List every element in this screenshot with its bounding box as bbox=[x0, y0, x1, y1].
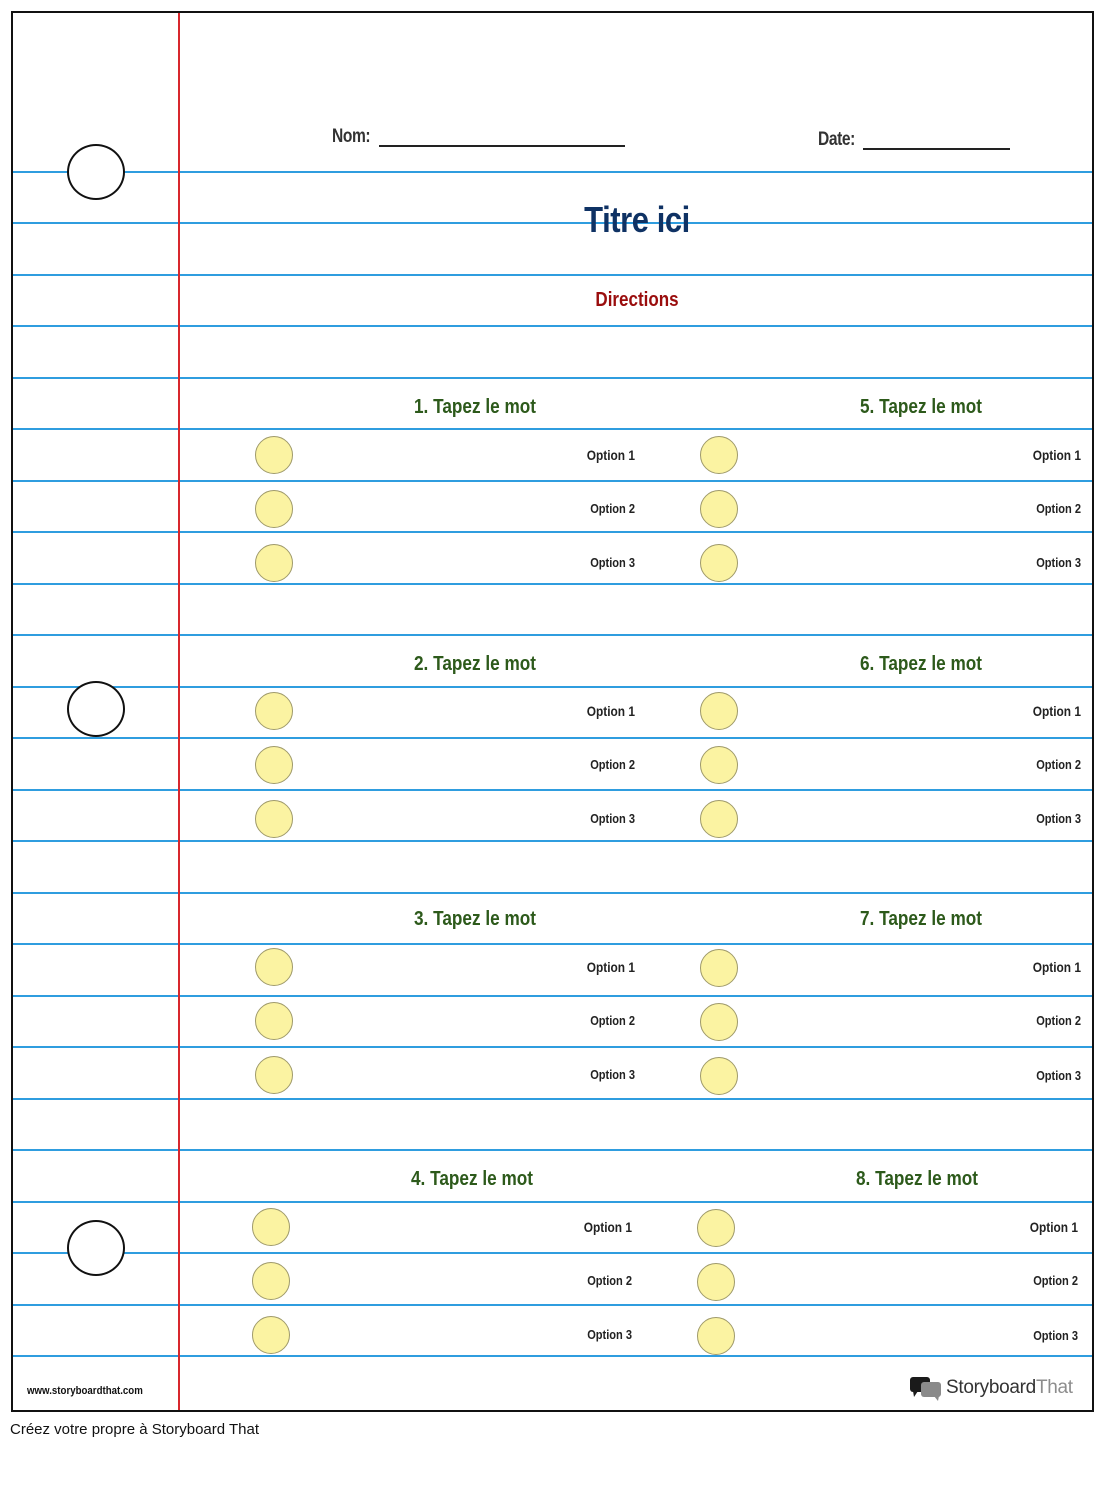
notebook-rule bbox=[13, 1252, 1092, 1254]
notebook-rule bbox=[13, 171, 1092, 173]
notebook-rule bbox=[13, 583, 1092, 585]
notebook-rule bbox=[13, 1149, 1092, 1151]
notebook-rule bbox=[13, 1355, 1092, 1357]
worksheet-page bbox=[11, 11, 1094, 1412]
notebook-rule bbox=[13, 840, 1092, 842]
answer-bubble[interactable] bbox=[700, 800, 738, 838]
option-label: Option 2 bbox=[1036, 1013, 1081, 1028]
answer-bubble[interactable] bbox=[697, 1317, 735, 1355]
answer-bubble[interactable] bbox=[255, 1056, 293, 1094]
option-label: Option 1 bbox=[586, 447, 635, 463]
question-title: 6. Tapez le mot bbox=[859, 653, 983, 675]
notebook-rule bbox=[13, 737, 1092, 739]
notebook-rule bbox=[13, 1201, 1092, 1203]
notebook-rule bbox=[13, 995, 1092, 997]
answer-bubble[interactable] bbox=[255, 692, 293, 730]
notebook-rule bbox=[13, 1098, 1092, 1100]
page-caption: Créez votre propre à Storyboard That bbox=[10, 1421, 260, 1438]
option-label: Option 2 bbox=[590, 501, 635, 516]
question-title: 7. Tapez le mot bbox=[859, 908, 983, 930]
date-field-line[interactable] bbox=[863, 148, 1010, 150]
option-label: Option 3 bbox=[590, 555, 635, 570]
notebook-rule bbox=[13, 274, 1092, 276]
answer-bubble[interactable] bbox=[255, 746, 293, 784]
answer-bubble[interactable] bbox=[700, 1003, 738, 1041]
answer-bubble[interactable] bbox=[700, 1057, 738, 1095]
speech-bubbles-icon bbox=[909, 1375, 943, 1401]
brand-name-part2: That bbox=[1035, 1377, 1073, 1398]
option-label: Option 3 bbox=[590, 1067, 635, 1082]
answer-bubble[interactable] bbox=[255, 490, 293, 528]
brand-logo[interactable] bbox=[909, 1375, 1073, 1401]
option-label: Option 2 bbox=[1033, 1273, 1078, 1288]
question-title: 3. Tapez le mot bbox=[413, 908, 537, 930]
option-label: Option 1 bbox=[586, 703, 635, 719]
date-label: Date: bbox=[818, 129, 855, 150]
brand-name-part1: Storyboard bbox=[946, 1377, 1036, 1398]
option-label: Option 1 bbox=[1032, 447, 1081, 463]
option-label: Option 3 bbox=[1036, 555, 1081, 570]
question-title: 1. Tapez le mot bbox=[413, 396, 537, 418]
option-label: Option 2 bbox=[590, 1013, 635, 1028]
answer-bubble[interactable] bbox=[700, 746, 738, 784]
option-label: Option 2 bbox=[1036, 757, 1081, 772]
option-label: Option 1 bbox=[1032, 703, 1081, 719]
option-label: Option 1 bbox=[586, 959, 635, 975]
option-label: Option 3 bbox=[1036, 811, 1081, 826]
notebook-rule bbox=[13, 634, 1092, 636]
answer-bubble[interactable] bbox=[700, 692, 738, 730]
binder-hole bbox=[67, 681, 125, 737]
option-label: Option 3 bbox=[1036, 1068, 1081, 1083]
answer-bubble[interactable] bbox=[255, 800, 293, 838]
notebook-rule bbox=[13, 1046, 1092, 1048]
notebook-rule bbox=[13, 531, 1092, 533]
option-label: Option 2 bbox=[1036, 501, 1081, 516]
page-title: Titre ici bbox=[584, 199, 690, 240]
answer-bubble[interactable] bbox=[700, 544, 738, 582]
answer-bubble[interactable] bbox=[700, 436, 738, 474]
question-title: 4. Tapez le mot bbox=[410, 1168, 534, 1190]
answer-bubble[interactable] bbox=[252, 1208, 290, 1246]
notebook-rule bbox=[13, 325, 1092, 327]
answer-bubble[interactable] bbox=[255, 436, 293, 474]
answer-bubble[interactable] bbox=[700, 949, 738, 987]
directions-text: Directions bbox=[595, 289, 679, 311]
notebook-rule bbox=[13, 377, 1092, 379]
option-label: Option 1 bbox=[583, 1219, 632, 1235]
notebook-rule bbox=[13, 892, 1092, 894]
name-label: Nom: bbox=[332, 126, 371, 147]
notebook-rule bbox=[13, 480, 1092, 482]
margin-line bbox=[178, 13, 180, 1410]
option-label: Option 3 bbox=[1033, 1328, 1078, 1343]
option-label: Option 1 bbox=[1029, 1219, 1078, 1235]
answer-bubble[interactable] bbox=[255, 1002, 293, 1040]
notebook-rule bbox=[13, 428, 1092, 430]
answer-bubble[interactable] bbox=[255, 948, 293, 986]
binder-hole bbox=[67, 144, 125, 200]
option-label: Option 3 bbox=[587, 1327, 632, 1342]
answer-bubble[interactable] bbox=[252, 1316, 290, 1354]
option-label: Option 2 bbox=[590, 757, 635, 772]
option-label: Option 2 bbox=[587, 1273, 632, 1288]
notebook-rule bbox=[13, 789, 1092, 791]
question-title: 8. Tapez le mot bbox=[855, 1168, 979, 1190]
name-field-line[interactable] bbox=[379, 145, 625, 147]
question-title: 2. Tapez le mot bbox=[413, 653, 537, 675]
question-title: 5. Tapez le mot bbox=[859, 396, 983, 418]
option-label: Option 1 bbox=[1032, 959, 1081, 975]
answer-bubble[interactable] bbox=[697, 1209, 735, 1247]
binder-hole bbox=[67, 1220, 125, 1276]
answer-bubble[interactable] bbox=[700, 490, 738, 528]
answer-bubble[interactable] bbox=[255, 544, 293, 582]
answer-bubble[interactable] bbox=[697, 1263, 735, 1301]
notebook-rule bbox=[13, 1304, 1092, 1306]
site-url[interactable]: www.storyboardthat.com bbox=[27, 1385, 143, 1397]
notebook-rule bbox=[13, 943, 1092, 945]
notebook-rule bbox=[13, 686, 1092, 688]
option-label: Option 3 bbox=[590, 811, 635, 826]
answer-bubble[interactable] bbox=[252, 1262, 290, 1300]
